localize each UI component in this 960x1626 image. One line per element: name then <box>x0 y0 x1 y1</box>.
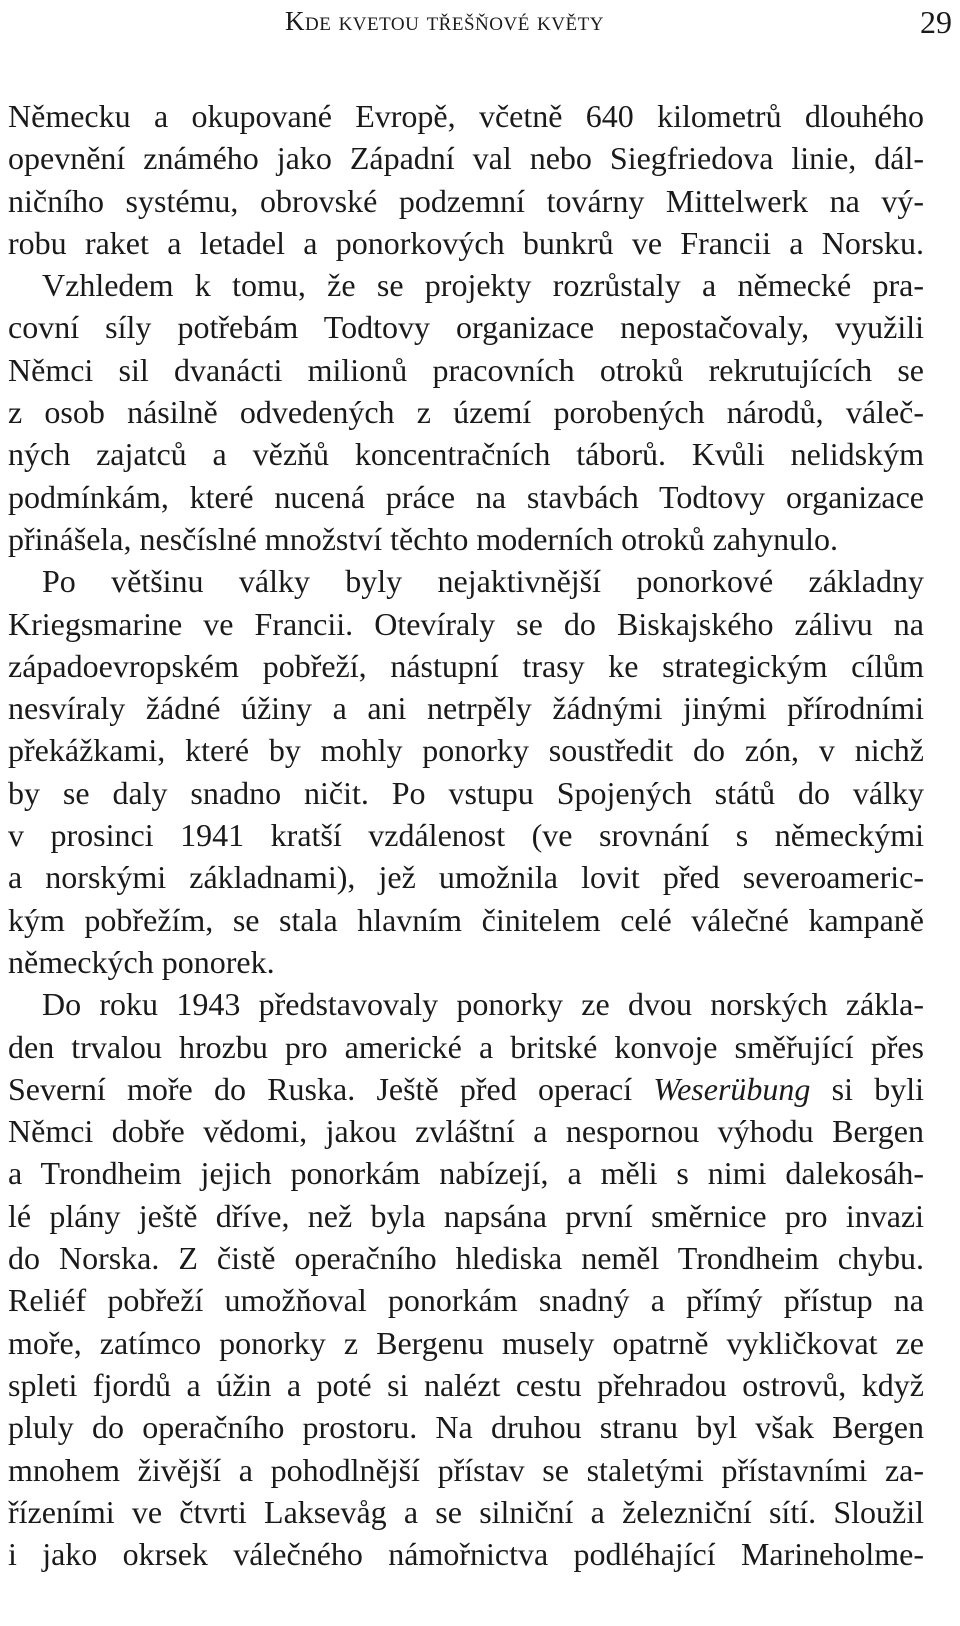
text-line: spleti fjordů a úžin a poté si nalézt cestu přehradou ostrovů, když <box>8 1366 924 1403</box>
operation-name-italic: Weserübung <box>653 1070 811 1107</box>
text-line: podmínkám, které nucená práce na stavbách Todtovy organizace <box>8 478 924 515</box>
text-line: den trvalou hrozbu pro americké a britské konvoje směřující přes <box>8 1028 924 1065</box>
text-line: Německu a okupované Evropě, včetně 640 kilometrů dlouhého <box>8 98 924 134</box>
text-line: i jako okrsek válečného námořnictva podléhající Marineholme- <box>8 1536 924 1573</box>
text-line: z osob násilně odvedených z území porobených národů, váleč- <box>8 394 924 431</box>
text-line: moře, zatímco ponorky z Bergenu musely opatrně vykličkovat ze <box>8 1324 924 1361</box>
text-line: nesvíraly žádné úžiny a ani netrpěly žádnými jinými přírodními <box>8 690 924 727</box>
running-head <box>285 6 952 46</box>
text-line: by se daly snadno ničit. Po vstupu Spojených států do války <box>8 774 924 811</box>
text-line: řízeními ve čtvrti Laksevåg a se silniční a železniční sítí. Sloužil <box>8 1493 924 1530</box>
text-line: ničního systému, obrovské podzemní továrny Mittelwerk na vý- <box>8 182 924 219</box>
text-line: lé plány ještě dříve, než byla napsána první směrnice pro invazi <box>8 1197 924 1234</box>
text-line: Reliéf pobřeží umožňoval ponorkám snadný a přímý přístup na <box>8 1282 924 1319</box>
text-line <box>8 1068 924 1110</box>
text-line: v prosinci 1941 kratší vzdálenost (ve srovnání s německými <box>8 817 924 854</box>
text-segment: Severní moře do Ruska. Ještě před operací <box>8 1070 654 1107</box>
text-line: Po většinu války byly nejaktivnější ponorkové základny <box>42 563 924 600</box>
text-line: mnohem živější a pohodlnější přístav se staletými přístavními za- <box>8 1451 924 1488</box>
text-line: covní síly potřebám Todtovy organizace nepostačovaly, využili <box>8 309 924 346</box>
text-line: západoevropském pobřeží, nástupní trasy ke strategickým cílům <box>8 647 924 684</box>
text-segment: si byli <box>810 1070 924 1107</box>
text-line: a Trondheim jejich ponorkám nabízejí, a měli s nimi dalekosáh- <box>8 1155 924 1192</box>
text-line: a norskými základnami), jež umožnila lovit před severoameric- <box>8 859 924 896</box>
text-line: robu raket a letadel a ponorkových bunkrů ve Francii a Norsku. <box>8 224 924 261</box>
chapter-title: Kde kvetou třešňové květy <box>285 6 604 36</box>
text-line: Němci sil dvanácti milionů pracovních otroků rekrutujících se <box>8 351 924 388</box>
text-line: ných zajatců a vězňů koncentračních táborů. Kvůli nelidským <box>8 436 924 473</box>
body-text <box>8 95 924 1575</box>
text-line: pluly do operačního prostoru. Na druhou stranu byl však Bergen <box>8 1409 924 1446</box>
text-line: přinášela, nesčíslné množství těchto moderních otroků zahynulo. <box>8 520 838 557</box>
text-line: Němci dobře vědomi, jakou zvláštní a nespornou výhodu Bergen <box>8 1113 924 1150</box>
text-line: Vzhledem k tomu, že se projekty rozrůstaly a německé pra- <box>42 267 924 304</box>
text-line: do Norska. Z čistě operačního hlediska neměl Trondheim chybu. <box>8 1240 924 1277</box>
page-number: 29 <box>920 4 952 40</box>
text-line: opevnění známého jako Západní val nebo Siegfriedova linie, dál- <box>8 140 924 177</box>
text-line: Kriegsmarine ve Francii. Otevíraly se do Biskajského zálivu na <box>8 605 924 642</box>
text-line: překážkami, které by mohly ponorky soustředit do zón, v nichž <box>8 732 924 769</box>
text-line: Do roku 1943 představovaly ponorky ze dvou norských zákla- <box>42 986 924 1023</box>
text-line: německých ponorek. <box>8 943 275 980</box>
text-line: kým pobřežím, se stala hlavním činitelem celé válečné kampaně <box>8 901 924 938</box>
